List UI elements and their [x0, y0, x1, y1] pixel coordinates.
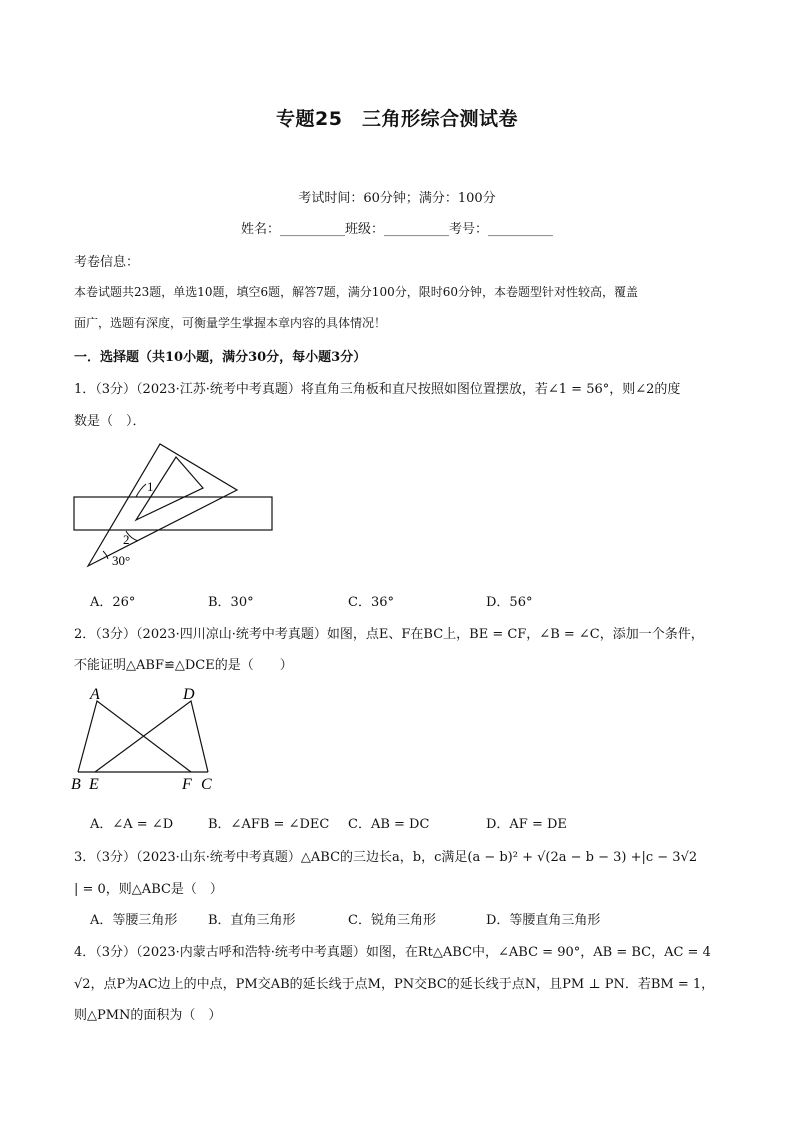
q2-option-d[interactable]: D．AF = DE: [486, 817, 567, 832]
exam-description-line-2: 面广，选题有深度，可衡量学生掌握本章内容的具体情况！: [74, 316, 387, 330]
triangle-outer: [88, 444, 237, 566]
question-2-line-1: 2．（3分）（2023·四川凉山·统考中考真题）如图，点E、F在BC上，BE = CF，∠B = ∠C，添加一个条件，: [74, 627, 704, 642]
page-title: 专题25 三角形综合测试卷: [276, 108, 518, 130]
fig2-label-b: B: [71, 776, 81, 793]
q3-option-d[interactable]: D．等腰直角三角形: [486, 913, 601, 928]
q3-option-a[interactable]: A．等腰三角形: [90, 913, 178, 928]
q1-option-b[interactable]: B．30°: [208, 595, 254, 610]
question-4-line-2: √2，点P为AC边上的中点，PM交AB的延长线于点M，PN交BC的延长线于点N，且PM ⊥ PN．若BM = 1，: [74, 977, 715, 992]
student-info-line: 姓名：__________班级：__________考号：__________: [240, 222, 553, 237]
question-4-line-1: 4．（3分）（2023·内蒙古呼和浩特·统考中考真题）如图，在Rt△ABC中，∠ABC = 90°，AB = BC，AC = 4: [74, 945, 711, 960]
q3-option-c[interactable]: C．锐角三角形: [348, 913, 436, 928]
exam-description-line-1: 本卷试题共23题，单选10题，填空6题，解答7题，满分100分，限时60分钟，本卷题型针对性较高，覆盖: [74, 285, 638, 299]
question-2-line-2: 不能证明△ABF≌△DCE的是（ ）: [74, 658, 293, 673]
q3-option-b[interactable]: B．直角三角形: [208, 913, 296, 928]
question-2-figure: [68, 682, 228, 797]
question-1-line-1: 1．（3分）（2023·江苏·统考中考真题）将直角三角板和直尺按照如图位置摆放，若∠1 = 56°，则∠2的度: [74, 382, 681, 397]
q1-option-c[interactable]: C．36°: [348, 595, 394, 610]
q1-option-d[interactable]: D．56°: [486, 595, 533, 610]
fig1-label-1: 1: [147, 479, 154, 494]
q2-option-a[interactable]: A．∠A = ∠D: [90, 817, 174, 832]
fig2-label-a: A: [90, 686, 100, 703]
section-heading-choice: 一．选择题（共10小题，满分30分，每小题3分）: [74, 350, 367, 365]
question-1-figure: [70, 440, 280, 572]
q2-option-b[interactable]: B．∠AFB = ∠DEC: [208, 817, 330, 832]
exam-info-label: 考卷信息：: [74, 255, 140, 270]
exam-time: 考试时间：60分钟；满分：100分: [298, 191, 496, 206]
fig2-label-e: E: [89, 776, 99, 793]
question-3-line-2: | = 0，则△ABC是（ ）: [74, 882, 223, 897]
question-3-line-1: 3．（3分）（2023·山东·统考中考真题）△ABC的三边长a，b，c满足(a − b)² + √(2a − b − 3) +|c − 3√2: [74, 850, 698, 865]
question-4-line-3: 则△PMN的面积为（ ）: [74, 1008, 222, 1023]
angle-1-arc: [136, 484, 146, 497]
q1-option-a[interactable]: A．26°: [90, 595, 136, 610]
fig2-label-d: D: [183, 686, 195, 703]
fig2-label-c: C: [201, 776, 212, 793]
fig1-label-30: 30°: [112, 553, 131, 568]
fig2-label-f: F: [182, 776, 192, 793]
fig1-label-2: 2: [123, 532, 130, 547]
q2-option-c[interactable]: C．AB = DC: [348, 817, 430, 832]
triangle-abf: [78, 701, 191, 772]
question-1-line-2: 数是（ ）．: [74, 414, 146, 429]
